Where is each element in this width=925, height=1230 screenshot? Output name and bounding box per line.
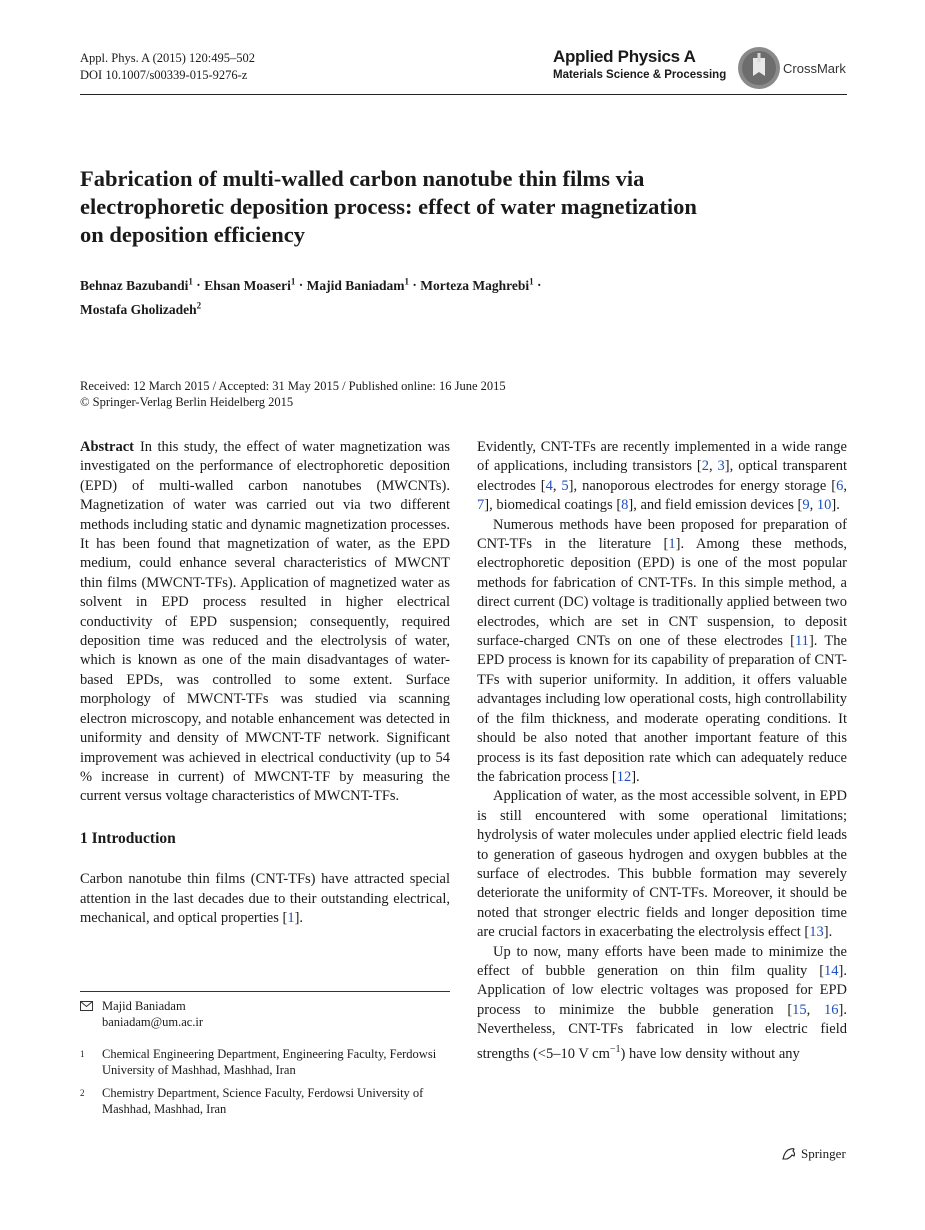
text-run: ]. — [631, 768, 640, 785]
author[interactable]: Morteza Maghrebi$^1$ — [420, 276, 534, 293]
text-run: Evidently, CNT-TFs are recently implemented in a wide range of applications, including transistors [ — [477, 439, 847, 475]
text-run: , — [809, 497, 817, 514]
text-run: ], optical transparent electrodes [ — [477, 458, 847, 494]
affiliation-number: 2 — [80, 1088, 85, 1098]
affiliation-number: 1 — [80, 1049, 85, 1059]
footnote-divider — [80, 991, 450, 992]
citation-link[interactable]: 3 — [717, 458, 725, 475]
springer-horse-icon — [781, 1147, 797, 1161]
citation-link[interactable]: 13 — [809, 924, 824, 941]
right-column — [477, 438, 847, 1064]
citation-link[interactable]: 9 — [802, 497, 810, 514]
citation-link[interactable]: 6 — [836, 477, 844, 494]
publisher-logo — [781, 1146, 846, 1162]
body-paragraph — [477, 943, 847, 1064]
text-run: ]. Application of low electric voltages was proposed for EPD process to minimize the bubble generation [ — [477, 962, 847, 1018]
author[interactable]: Ehsan Moaseri$^1$ — [204, 276, 296, 293]
abstract-text: In this study, the effect of water magnetization was investigated on the performance of electrophoretic deposition (EPD) of multi-walled carbon nanotubes (MWCNTs). Magnetization of water was carried out via two different methods including static and dynamic magnetization processes. It has been found that magnetization of water, as the EPD medium, could enhance several characteristics of MWCNT thin films (MWCNT-TFs). Application of magnetized water as solvent in EPD process resulted in higher electrical conductivity of EPD suspension; consequently, required deposition time was reduced and the electrolysis of water, which is known as one of the main disadvantages of water-based EPDs, was controlled to some extent. Surface morphology of MWCNT-TFs was studied via scanning electron microscopy, and notable enhancement was detected in uniformity and density of MWCNT-TF network. Significant improvement was achieved in electrical conductivity (up to 54 % increase in current) of MWCNT-TF by measuring the current versus voltage characteristics of MWCNT-TFs. — [80, 439, 450, 805]
journal-name: Applied Physics A — [553, 47, 696, 66]
affiliation-text: Chemistry Department, Science Faculty, Ferdowsi University of Mashhad, Mashhad, Iran — [102, 1086, 424, 1116]
author-list: Behnaz Bazubandi$^1$ · Ehsan Moaseri$^1$ · Majid Baniadam$^1$ · Morteza Maghrebi$^1$ · Mostafa Gholizadeh$^2$ — [80, 276, 542, 317]
text-run: ]. Nevertheless, CNT-TFs fabricated in low electric field strengths (<5–10 V cm — [477, 1001, 848, 1062]
text-run: ], nanoporous electrodes for energy storage [ — [568, 477, 837, 494]
citation-link[interactable]: 5 — [561, 477, 569, 494]
affiliation-text: Chemical Engineering Department, Engineering Faculty, Ferdowsi University of Mashhad, Mashhad, Iran — [102, 1047, 437, 1077]
citation-link[interactable]: 12 — [616, 768, 632, 785]
citation-link[interactable]: 2 — [701, 458, 709, 475]
body-paragraph — [477, 787, 847, 942]
text-run: ]. — [823, 924, 833, 941]
text-run: Numerous methods have been proposed for preparation of CNT-TFs in the literature [ — [477, 516, 847, 553]
superscript: −1 — [609, 1043, 621, 1055]
text-run: Application of water, as the most accessible solvent, in EPD is still encountered with some operational limitations; hydrolysis of water molecules under applied electric field leads to generation of gaseous hydrogen and oxygen bubbles at the surface of electrodes. This bubble formation may severely deteriorate the uniformity of CNT-TFs. Moreover, it should be noted that stronger electric fields and longer deposition time are crucial factors in exacerbating the electrolysis effect [ — [477, 788, 847, 941]
journal-reference — [80, 50, 255, 84]
text-run: , — [552, 477, 562, 494]
history-dates: Received: 12 March 2015 / Accepted: 31 May 2015 / Published online: 16 June 2015 — [80, 379, 506, 393]
body-paragraph — [477, 438, 847, 516]
crossmark-label[interactable]: CrossMark — [783, 61, 846, 76]
publisher-name: Springer — [801, 1146, 846, 1161]
citation-link[interactable]: 14 — [824, 962, 839, 979]
author[interactable]: Behnaz Bazubandi$^1$ — [80, 276, 193, 293]
envelope-icon — [80, 1001, 93, 1011]
citation-link[interactable]: 7 — [477, 497, 485, 514]
crossmark-icon[interactable] — [737, 46, 781, 90]
text-run: , — [708, 458, 718, 475]
citation-link[interactable]: 1 — [287, 909, 295, 926]
body-paragraph — [477, 516, 847, 788]
doi[interactable]: DOI 10.1007/s00339-015-9276-z — [80, 68, 248, 82]
abstract — [80, 438, 450, 807]
copyright: © Springer-Verlag Berlin Heidelberg 2015 — [80, 395, 294, 409]
text-run: , — [806, 1001, 825, 1018]
citation-link[interactable]: 16 — [824, 1001, 839, 1018]
citation-link[interactable]: 8 — [621, 497, 629, 514]
corresponding-email[interactable]: baniadam@um.ac.ir — [102, 1015, 204, 1029]
citation-link[interactable]: 4 — [545, 477, 553, 494]
left-column — [80, 438, 450, 928]
citation-link[interactable]: 15 — [792, 1001, 807, 1018]
journal-brand — [553, 47, 726, 83]
citation-link[interactable]: 1 — [668, 536, 676, 553]
text-run: ]. Among these methods, electrophoretic deposition (EPD) is one of the most popular methods for fabrication of CNT-TFs. In this simple method, a direct current (DC) voltage is traditionally applied between two electrodes, which are set in CNT suspension, to deposit surface-charged CNTs on one of these electrodes [ — [477, 536, 847, 650]
text-run: ]. — [831, 497, 840, 514]
section-heading-introduction: 1 Introduction — [80, 829, 176, 847]
text-run: ) have low density without any — [620, 1045, 800, 1062]
journal-citation: Appl. Phys. A (2015) 120:495–502 — [80, 51, 256, 65]
abstract-label: Abstract — [80, 439, 134, 455]
header-divider — [80, 94, 847, 95]
text-run: ], biomedical coatings [ — [484, 497, 622, 514]
corresponding-name: Majid Baniadam — [102, 999, 186, 1013]
text-run: , — [843, 477, 848, 494]
text-run: Up to now, many efforts have been made to minimize the effect of bubble generation on thin film quality [ — [477, 943, 847, 979]
author[interactable]: Mostafa Gholizadeh$^2$ — [80, 300, 202, 317]
journal-subtitle: Materials Science & Processing — [553, 69, 727, 81]
citation-link[interactable]: 11 — [794, 633, 809, 650]
text-run: ]. The EPD process is known for its capability of preparation of CNT-TFs with superior uniformity. In addition, it offers valuable advantages including low operational costs, high controllability of the film thickness, and moderate operating conditions. It should be also noted that another important feature of this process is its fast deposition rate which can adequately reduce the fabrication process [ — [477, 633, 847, 785]
citation-link[interactable]: 10 — [816, 497, 832, 514]
publication-dates — [80, 378, 506, 410]
article-title: Fabrication of multi-walled carbon nanotube thin films via electrophoretic deposition process: effect of water magnetization on deposition efficiency — [80, 166, 697, 247]
intro-paragraph: Carbon nanotube thin films (CNT-TFs) have attracted special attention in the last decades due to their outstanding electrical, mechanical, and optical properties [1]. — [80, 871, 450, 926]
text-run: ], and field emission devices [ — [628, 497, 803, 514]
author[interactable]: Majid Baniadam$^1$ — [306, 276, 409, 293]
